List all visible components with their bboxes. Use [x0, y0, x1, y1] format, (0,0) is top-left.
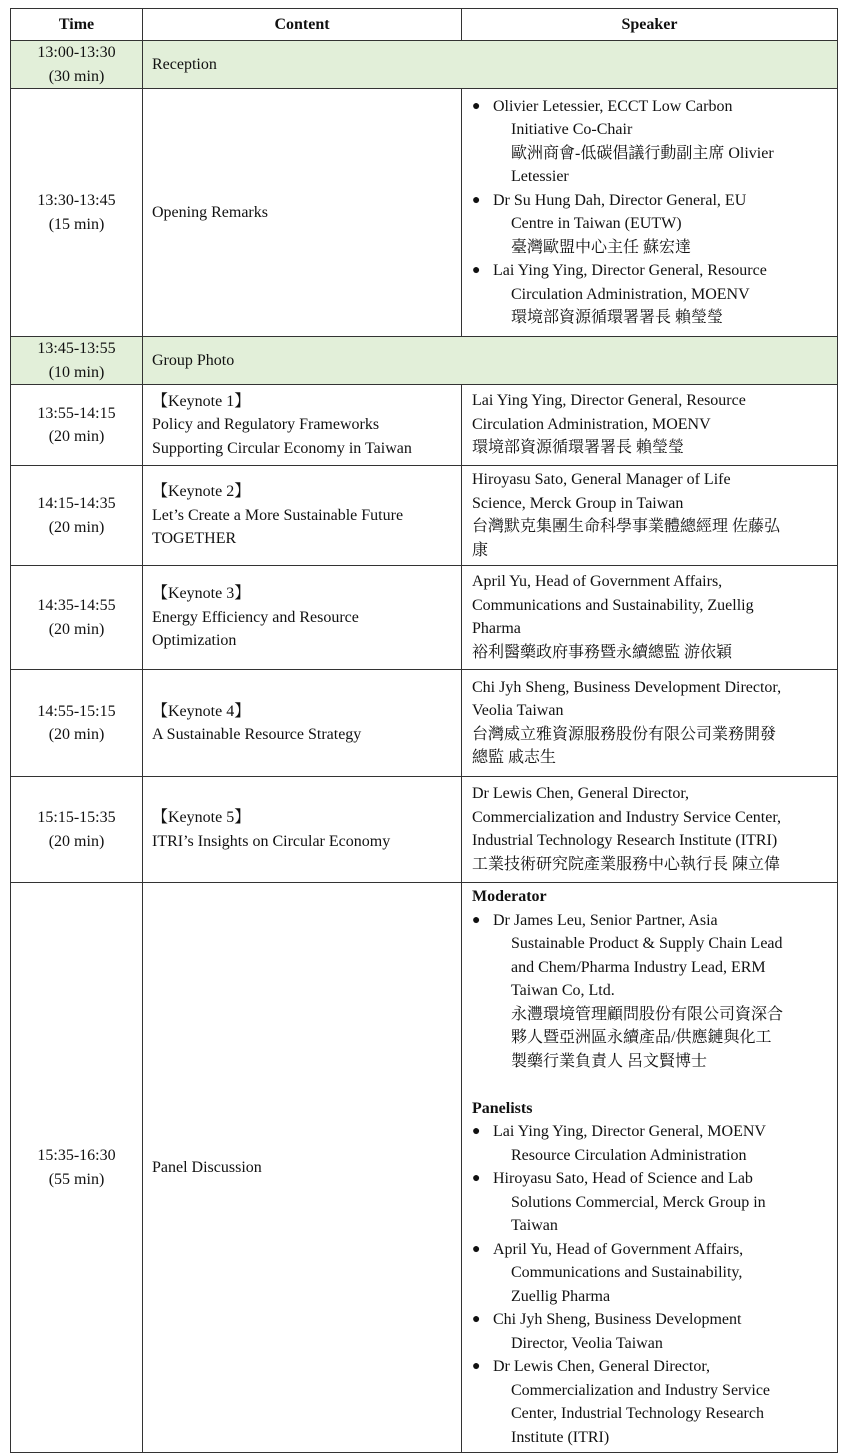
speaker-cell: [462, 883, 838, 1453]
time-duration: (20 min): [48, 518, 105, 536]
content-cell: Reception: [143, 41, 838, 89]
speaker-line: Dr Lewis Chen, General Director,: [472, 785, 690, 802]
row-group-photo: [11, 337, 838, 385]
bullet-item: [472, 1120, 833, 1167]
speaker-line: Dr James Leu, Senior Partner, Asia: [493, 911, 718, 929]
keynote-title: Supporting Circular Economy in Taiwan: [152, 439, 412, 457]
speaker-cell: [462, 89, 838, 337]
time-duration: (55 min): [48, 1170, 105, 1188]
row-keynote-5: [11, 777, 838, 883]
keynote-title: Policy and Regulatory Frameworks: [152, 416, 380, 434]
speaker-line: Lai Ying Ying, Director General, Resource: [472, 392, 746, 410]
header-content: Content: [143, 9, 462, 41]
speaker-line: Solutions Commercial, Merck Group in: [511, 1193, 766, 1211]
content-cell: [143, 670, 462, 777]
bullet-icon: ●: [472, 1241, 481, 1257]
speaker-list: [472, 95, 833, 330]
speaker-line: Chi Jyh Sheng, Business Development: [493, 1311, 742, 1328]
speaker-line: Dr Lewis Chen, General Director,: [493, 1358, 711, 1375]
moderator-list: [472, 909, 833, 1074]
content-cell: [143, 777, 462, 883]
bullet-icon: ●: [472, 912, 481, 928]
speaker-line: Sustainable Product & Supply Chain Lead: [511, 935, 783, 952]
bullet-item: [472, 909, 833, 1074]
speaker-line: 臺灣歐盟中心主任 蘇宏達: [511, 238, 692, 256]
agenda-table: [10, 8, 838, 1453]
speaker-line: Initiative Co-Chair: [511, 121, 633, 138]
speaker-line: Resource Circulation Administration: [511, 1146, 747, 1164]
speaker-cell: [462, 385, 838, 466]
keynote-label: 【Keynote 3】: [152, 585, 251, 603]
speaker-line: 歐洲商會-低碳倡議行動副主席 Olivier: [511, 144, 774, 162]
bullet-item: [472, 1167, 833, 1238]
speaker-line: 總監 戚志生: [472, 749, 557, 766]
content-cell: Opening Remarks: [143, 89, 462, 337]
bullet-icon: ●: [472, 1359, 481, 1374]
speaker-line: Veolia Taiwan: [472, 702, 564, 719]
row-keynote-4: [11, 670, 838, 777]
speaker-line: April Yu, Head of Government Affairs,: [472, 573, 723, 590]
bullet-item: [472, 1308, 833, 1355]
speaker-cell: [462, 466, 838, 566]
section-spacer: [472, 1073, 833, 1097]
time-range: 13:55-14:15: [37, 404, 116, 422]
time-duration: (20 min): [48, 726, 105, 743]
speaker-line: Pharma: [472, 620, 521, 637]
keynote-title: Let’s Create a More Sustainable Future: [152, 506, 404, 524]
panelist-list: [472, 1120, 833, 1449]
time-duration: (20 min): [48, 832, 105, 850]
speaker-line: 環境部資源循環署署長 賴瑩瑩: [472, 439, 685, 457]
content-cell: [143, 385, 462, 466]
speaker-line: 夥人暨亞洲區永續產品/供應鏈與化工: [511, 1029, 772, 1046]
row-keynote-2: [11, 466, 838, 566]
speaker-line: Lai Ying Ying, Director General, Resource: [493, 262, 767, 279]
keynote-label: 【Keynote 4】: [152, 702, 251, 720]
keynote-title: ITRI’s Insights on Circular Economy: [152, 832, 391, 850]
time-cell: [11, 385, 143, 466]
speaker-line: 台灣威立雅資源服務股份有限公司業務開發: [472, 725, 777, 743]
content-cell: Panel Discussion: [143, 883, 462, 1453]
speaker-cell: [462, 777, 838, 883]
time-range: 13:00-13:30: [37, 44, 116, 61]
bullet-item: [472, 1238, 833, 1309]
speaker-line: April Yu, Head of Government Affairs,: [493, 1240, 744, 1258]
speaker-line: Commercialization and Industry Service Center,: [472, 808, 782, 826]
speaker-cell: [462, 670, 838, 777]
keynote-label: 【Keynote 2】: [152, 483, 251, 501]
time-duration: (15 min): [48, 215, 105, 233]
time-cell: [11, 466, 143, 566]
bullet-item: [472, 259, 833, 330]
time-duration: (20 min): [48, 428, 105, 445]
speaker-line: and Chem/Pharma Industry Lead, ERM: [511, 958, 766, 976]
speaker-cell: [462, 566, 838, 670]
content-cell: Group Photo: [143, 337, 838, 385]
speaker-line: Centre in Taiwan (EUTW): [511, 215, 682, 232]
bullet-item: [472, 95, 833, 189]
row-opening: [11, 89, 838, 337]
time-range: 14:55-15:15: [37, 702, 116, 720]
time-range: 15:15-15:35: [37, 809, 116, 826]
time-range: 15:35-16:30: [37, 1147, 116, 1164]
keynote-title: Energy Efficiency and Resource: [152, 608, 359, 626]
keynote-label: 【Keynote 1】: [152, 392, 251, 410]
time-cell: [11, 337, 143, 385]
speaker-line: Institute (ITRI): [511, 1428, 610, 1446]
time-cell: [11, 883, 143, 1453]
speaker-line: 台灣默克集團生命科學事業體總經理 佐藤弘: [472, 518, 781, 535]
speaker-line: 永灃環境管理顧問股份有限公司資深合: [511, 1005, 784, 1023]
speaker-line: Commercialization and Industry Service: [511, 1381, 771, 1399]
bullet-icon: ●: [472, 1124, 481, 1139]
header-row: [11, 9, 838, 41]
bullet-icon: ●: [472, 263, 481, 278]
speaker-line: Letessier: [511, 168, 569, 185]
speaker-line: Taiwan: [511, 1217, 558, 1234]
time-cell: [11, 777, 143, 883]
speaker-line: Director, Veolia Taiwan: [511, 1334, 663, 1352]
header-speaker: Speaker: [462, 9, 838, 41]
speaker-line: 環境部資源循環署署長 賴瑩瑩: [511, 309, 724, 326]
moderator-heading: Moderator: [472, 888, 547, 905]
time-range: 14:35-14:55: [37, 597, 116, 614]
row-reception: [11, 41, 838, 89]
speaker-line: Dr Su Hung Dah, Director General, EU: [493, 191, 747, 209]
content-cell: [143, 566, 462, 670]
bullet-item: [472, 189, 833, 260]
speaker-line: Circulation Administration, MOENV: [511, 285, 750, 303]
time-range: 13:45-13:55: [37, 340, 116, 357]
keynote-title: TOGETHER: [152, 530, 237, 548]
content-cell: [143, 466, 462, 566]
row-keynote-1: [11, 385, 838, 466]
bullet-icon: ●: [472, 1171, 481, 1186]
speaker-line: Taiwan Co, Ltd.: [511, 982, 615, 999]
keynote-title: A Sustainable Resource Strategy: [152, 726, 362, 743]
speaker-line: Chi Jyh Sheng, Business Development Director,: [472, 678, 782, 696]
speaker-line: Science, Merck Group in Taiwan: [472, 494, 684, 512]
speaker-line: Communications and Sustainability, Zuellig: [472, 596, 754, 614]
time-range: 14:15-14:35: [37, 495, 116, 512]
keynote-title: Optimization: [152, 632, 237, 650]
bullet-icon: ●: [472, 1312, 481, 1327]
bullet-item: [472, 1355, 833, 1449]
speaker-line: 工業技術研究院產業服務中心執行長 陳立偉: [472, 855, 781, 873]
speaker-line: Communications and Sustainability,: [511, 1264, 743, 1281]
speaker-line: Hiroyasu Sato, General Manager of Life: [472, 471, 731, 488]
speaker-line: Industrial Technology Research Institute (ITRI): [472, 832, 778, 849]
bullet-icon: ●: [472, 192, 481, 208]
time-duration: (30 min): [48, 67, 105, 85]
speaker-line: 裕利醫藥政府事務暨永續總監 游依穎: [472, 643, 733, 661]
header-time: Time: [11, 9, 143, 41]
time-duration: (10 min): [48, 363, 105, 381]
speaker-line: Zuellig Pharma: [511, 1287, 611, 1305]
speaker-line: Hiroyasu Sato, Head of Science and Lab: [493, 1170, 753, 1187]
speaker-line: Olivier Letessier, ECCT Low Carbon: [493, 97, 733, 115]
speaker-line: 製藥行業負責人 呂文賢博士: [511, 1052, 708, 1070]
panelists-heading: Panelists: [472, 1099, 533, 1117]
time-duration: (20 min): [48, 620, 105, 638]
time-cell: [11, 566, 143, 670]
time-cell: [11, 89, 143, 337]
speaker-line: Center, Industrial Technology Research: [511, 1405, 764, 1422]
bullet-icon: ●: [472, 98, 481, 114]
row-panel: [11, 883, 838, 1453]
time-cell: [11, 670, 143, 777]
speaker-line: 康: [472, 541, 489, 559]
speaker-line: Lai Ying Ying, Director General, MOENV: [493, 1123, 766, 1140]
time-range: 13:30-13:45: [37, 192, 116, 209]
keynote-label: 【Keynote 5】: [152, 809, 251, 826]
speaker-line: Circulation Administration, MOENV: [472, 415, 711, 433]
time-cell: [11, 41, 143, 89]
row-keynote-3: [11, 566, 838, 670]
